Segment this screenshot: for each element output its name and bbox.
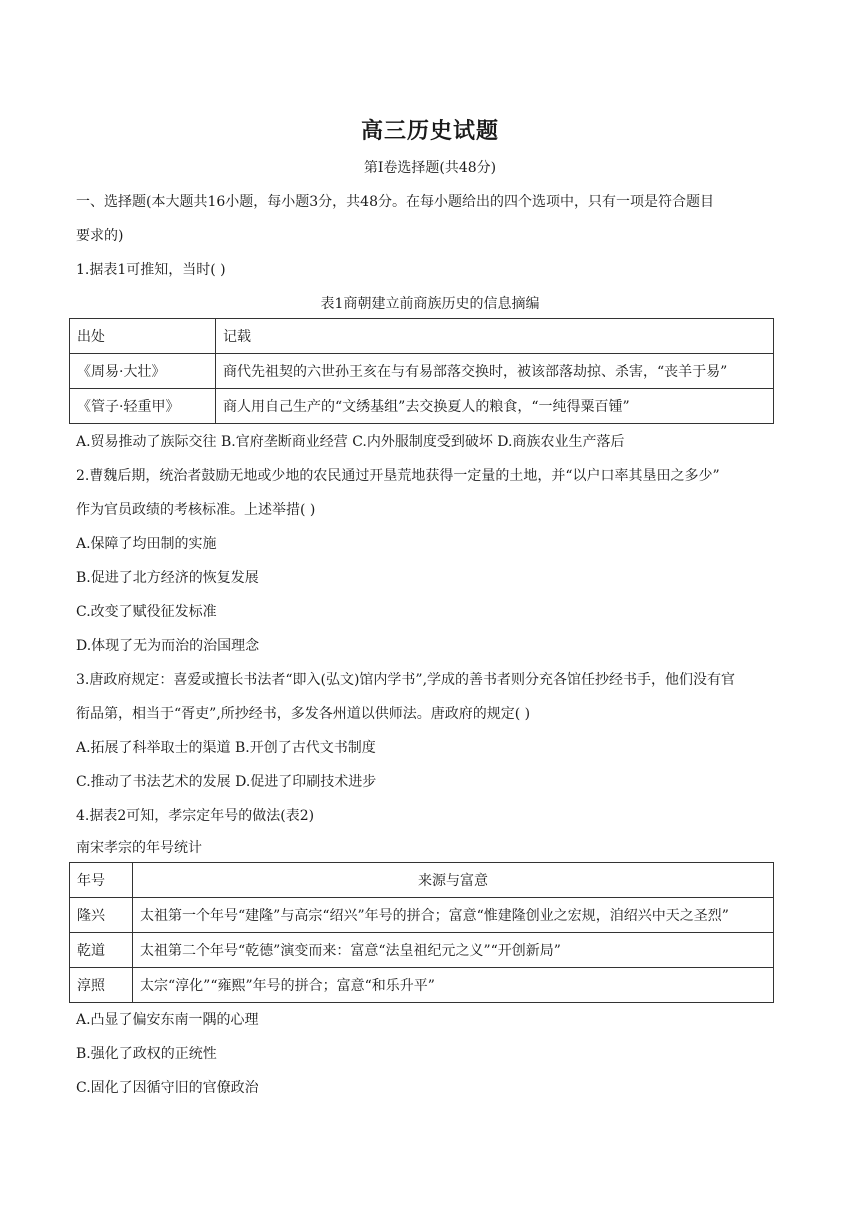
question-4-option-a: A.凸显了偏安东南一隅的心理 bbox=[76, 1012, 259, 1028]
question-2-option-a: A.保障了均田制的实施 bbox=[76, 536, 217, 552]
question-4-option-b: B.强化了政权的正统性 bbox=[76, 1046, 217, 1062]
table-1 bbox=[69, 318, 774, 424]
question-2-stem-1: 2.曹魏后期，统治者鼓励无地或少地的农民通过开垦荒地获得一定量的土地，并“以户口率其垦田之多少” bbox=[76, 468, 720, 484]
question-2-option-d: D.体现了无为而治的治国理念 bbox=[76, 638, 260, 654]
question-2-option-b: B.促进了北方经济的恢复发展 bbox=[76, 570, 259, 586]
table-cell: 商人用自己生产的“文绣基组”去交换夏人的粮食，“一纯得粟百锺” bbox=[216, 389, 774, 424]
question-3-stem-2: 衔品第，相当于“胥吏”,所抄经书，多发各州道以供师法。唐政府的规定( ) bbox=[76, 706, 531, 722]
question-4-stem: 4.据表2可知，孝宗定年号的做法(表2) bbox=[76, 808, 315, 824]
table-2-caption: 南宋孝宗的年号统计 bbox=[76, 840, 202, 856]
table-cell: 商代先祖契的六世孙王亥在与有易部落交换时，被该部落劫掠、杀害，“丧羊于易” bbox=[216, 354, 774, 389]
table-cell: 隆兴 bbox=[70, 898, 133, 933]
table-cell: 《周易·大壮》 bbox=[70, 354, 216, 389]
table-header-cell: 年号 bbox=[70, 863, 133, 898]
question-2-option-c: C.改变了赋役征发标准 bbox=[76, 604, 217, 620]
table-row bbox=[70, 863, 774, 898]
table-cell: 淳照 bbox=[70, 968, 133, 1003]
table-1-caption: 表1商朝建立前商族历史的信息摘编 bbox=[320, 296, 540, 312]
table-cell: 乾道 bbox=[70, 933, 133, 968]
question-2-stem-2: 作为官员政绩的考核标准。上述举措( ) bbox=[76, 502, 316, 518]
question-1-stem: 1.据表1可推知，当时( ) bbox=[76, 262, 226, 278]
table-row bbox=[70, 319, 774, 354]
table-cell: 太祖第一个年号“建隆”与高宗“绍兴”年号的拼合；富意“惟建隆创业之宏规，洎绍兴中天之圣烈” bbox=[133, 898, 774, 933]
question-3-stem-1: 3.唐政府规定：喜爱或擅长书法者“即入(弘文)馆内学书”,学成的善书者则分充各馆任抄经书手，他们没有官 bbox=[76, 672, 736, 688]
table-cell: 《管子·轻重甲》 bbox=[70, 389, 216, 424]
table-header-cell: 出处 bbox=[70, 319, 216, 354]
question-3-options-ab: A.拓展了科举取士的渠道 B.开创了古代文书制度 bbox=[76, 740, 376, 756]
table-cell: 太宗“淳化”“雍熙”年号的拼合；富意“和乐升平” bbox=[133, 968, 774, 1003]
instruction-line-2: 要求的) bbox=[76, 228, 124, 244]
question-4-option-c: C.固化了因循守旧的官僚政治 bbox=[76, 1080, 259, 1096]
table-row bbox=[70, 968, 774, 1003]
table-row bbox=[70, 933, 774, 968]
table-cell: 太祖第二个年号“乾德”演变而来：富意“法皇祖纪元之义”“开创新局” bbox=[133, 933, 774, 968]
instruction-line-1: 一、选择题(本大题共16小题，每小题3分，共48分。在每小题给出的四个选项中，只有一项是符合题目 bbox=[76, 194, 714, 210]
table-header-cell: 记载 bbox=[216, 319, 774, 354]
section-heading: 第Ⅰ卷选择题(共48分) bbox=[363, 160, 497, 176]
table-header-cell: 来源与富意 bbox=[133, 863, 774, 898]
table-row bbox=[70, 354, 774, 389]
question-3-options-cd: C.推动了书法艺术的发展 D.促进了印刷技术进步 bbox=[76, 774, 377, 790]
table-row bbox=[70, 389, 774, 424]
question-1-options: A.贸易推动了族际交往 B.官府垄断商业经营 C.内外服制度受到破坏 D.商族农业生产落后 bbox=[76, 434, 625, 450]
table-row bbox=[70, 898, 774, 933]
page-title: 高三历史试题 bbox=[360, 118, 499, 144]
table-2 bbox=[69, 862, 774, 1003]
